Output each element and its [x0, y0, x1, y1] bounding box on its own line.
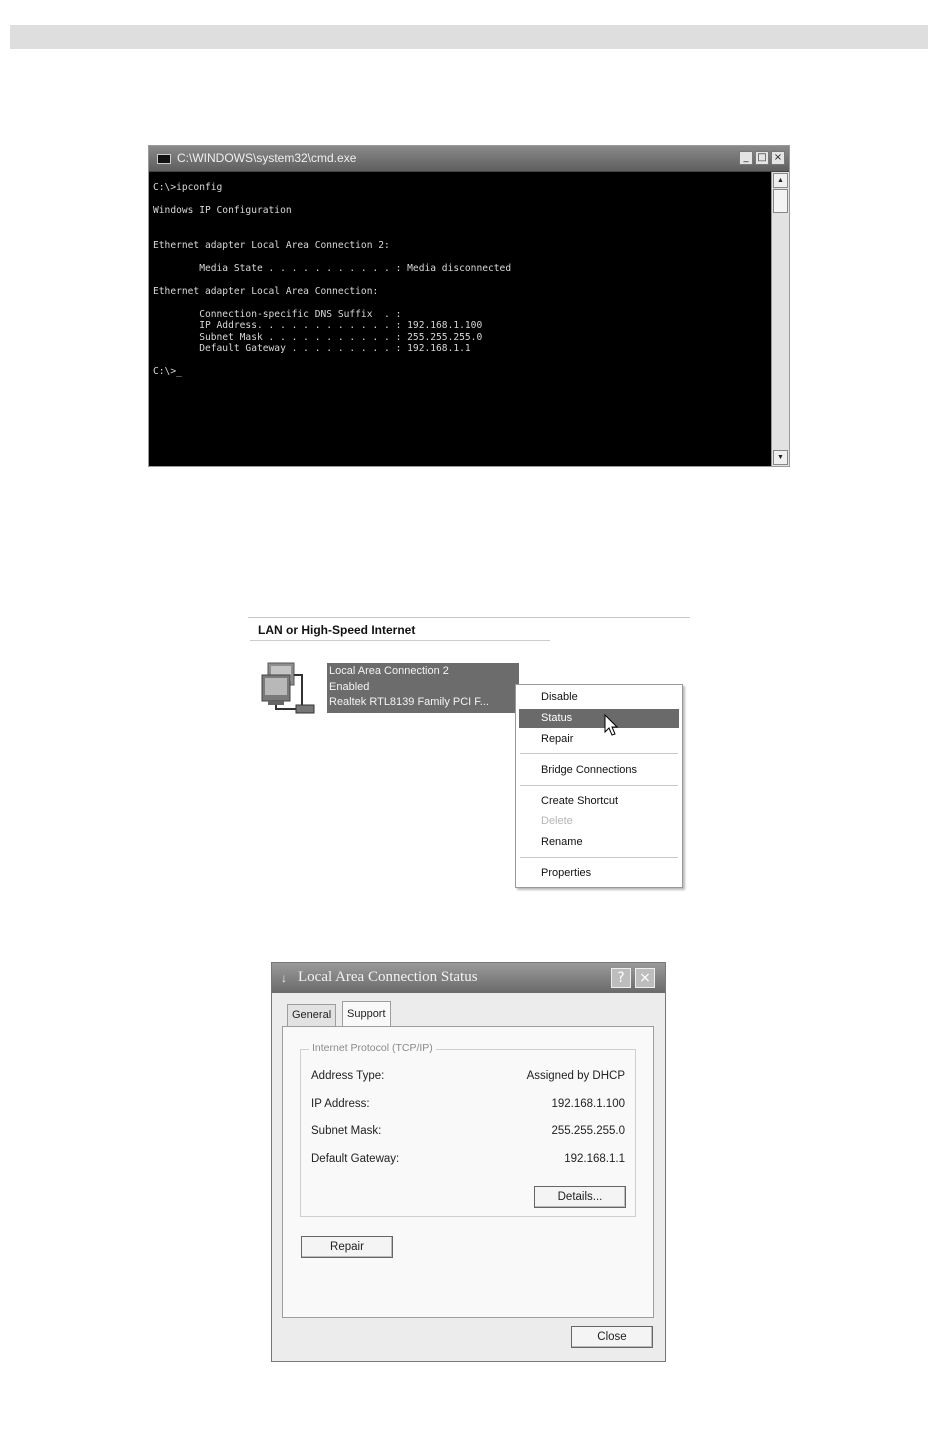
- cmd-titlebar[interactable]: [149, 146, 789, 172]
- minimize-button[interactable]: _: [739, 151, 753, 165]
- ip-address-row: IP Address: 192.168.1.100: [311, 1098, 625, 1110]
- menu-item-bridge-connections[interactable]: Bridge Connections: [541, 764, 638, 776]
- tcpip-group: [300, 1042, 636, 1217]
- connection-status-dialog: [271, 962, 666, 1362]
- menu-item-status[interactable]: Status: [519, 709, 679, 728]
- dialog-title: Local Area Connection Status: [298, 969, 478, 985]
- scroll-down-icon[interactable]: ▼: [773, 450, 788, 465]
- details-button[interactable]: Details...: [534, 1186, 626, 1208]
- cmd-scrollbar[interactable]: [771, 172, 789, 466]
- connection-name: Local Area Connection 2: [329, 665, 449, 677]
- connection-status: Enabled: [329, 680, 370, 693]
- tab-support[interactable]: Support: [342, 1001, 391, 1027]
- scroll-thumb[interactable]: [773, 189, 788, 213]
- repair-button[interactable]: Repair: [301, 1236, 393, 1258]
- cmd-window: [148, 145, 790, 467]
- connection-device: Realtek RTL8139 Family PCI F...: [329, 696, 489, 708]
- support-tab-page: [282, 1026, 654, 1318]
- menu-separator: [520, 857, 678, 858]
- menu-item-delete: Delete: [541, 815, 573, 827]
- cmd-window-title: C:\WINDOWS\system32\cmd.exe: [177, 151, 357, 165]
- console-app-icon: [157, 154, 171, 164]
- tab-general[interactable]: General: [287, 1004, 336, 1026]
- group-header: LAN or High-Speed Internet: [258, 623, 416, 637]
- menu-item-repair[interactable]: Repair: [541, 733, 574, 745]
- cmd-output[interactable]: [149, 172, 769, 466]
- close-button[interactable]: Close: [571, 1326, 653, 1348]
- network-connection-icon[interactable]: [258, 657, 322, 719]
- menu-item-create-shortcut[interactable]: Create Shortcut: [541, 795, 619, 807]
- mouse-cursor-icon: [604, 714, 620, 738]
- menu-item-properties[interactable]: Properties: [541, 867, 592, 879]
- close-icon[interactable]: ×: [635, 968, 655, 988]
- menu-item-rename[interactable]: Rename: [541, 836, 583, 848]
- subnet-mask-row: Subnet Mask: 255.255.255.0: [311, 1125, 625, 1137]
- menu-item-disable[interactable]: Disable: [541, 691, 578, 703]
- cmd-output-text: C:\>ipconfig Windows IP Configuration Ethernet adapter Local Area Connection 2: Media State . . . . . . . . . . . : Media disconnected Ethernet adapter Local Area Connection: Connection-specific DNS Suffix . : IP Address. . . . . . . . . . . . : 192.168.1.100 Subnet Mask . . . . . . . . . . . : 255.255.255.0 Default Gateway . . . . . . . . . : 192.168.1.1 C:\>_: [153, 182, 512, 377]
- connection-item-label[interactable]: [327, 663, 519, 713]
- network-status-icon: ↓: [281, 971, 287, 985]
- page-header-band: [10, 25, 928, 49]
- help-button[interactable]: ?: [611, 968, 631, 988]
- tcpip-group-label: Internet Protocol (TCP/IP): [309, 1042, 436, 1054]
- close-button[interactable]: ×: [771, 151, 785, 165]
- dialog-titlebar[interactable]: [272, 963, 665, 993]
- context-menu: [515, 684, 683, 888]
- address-type-row: Address Type: Assigned by DHCP: [311, 1070, 625, 1082]
- menu-separator: [520, 785, 678, 786]
- scroll-up-icon[interactable]: ▲: [773, 173, 788, 188]
- maximize-button[interactable]: □: [755, 151, 769, 165]
- default-gateway-row: Default Gateway: 192.168.1.1: [311, 1153, 625, 1165]
- menu-separator: [520, 753, 678, 754]
